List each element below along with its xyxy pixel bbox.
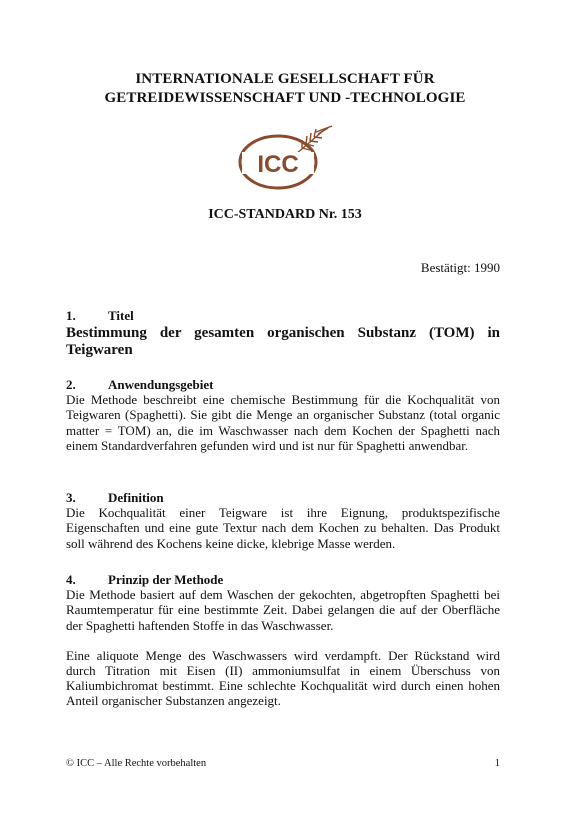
section-4 (66, 572, 500, 709)
method-title: Bestimmung der gesamten organischen Substanz (TOM) in Teigwaren (66, 325, 500, 359)
header-line-2: GETREIDEWISSENSCHAFT UND -TECHNOLOGIE (104, 90, 466, 106)
organization-header (0, 70, 570, 108)
section-number: 4. (66, 572, 76, 587)
section-3 (66, 490, 500, 551)
section-number: 3. (66, 490, 76, 505)
section-2 (66, 377, 500, 453)
section-heading (66, 572, 500, 587)
header-line-1: INTERNATIONALE GESELLSCHAFT FÜR (135, 71, 435, 87)
paragraph: Die Methode basiert auf dem Waschen der gekochten, abgetropften Spaghetti bei Raumtemperatur für eine bestimmte Zeit. Dabei gelangen die auf der Oberfläche der Spaghetti haftenden Stoffe in das Waschwasser. (66, 587, 500, 633)
section-heading (66, 377, 500, 392)
section-heading (66, 490, 500, 505)
section-title: Titel (108, 308, 134, 323)
page-number: 1 (494, 758, 500, 769)
icc-logo (232, 124, 342, 196)
section-title: Prinzip der Methode (108, 572, 224, 587)
section-title: Definition (108, 490, 164, 505)
section-number: 1. (66, 308, 76, 323)
page-footer (66, 758, 500, 769)
section-number: 2. (66, 377, 76, 392)
paragraph: Die Methode beschreibt eine chemische Bestimmung für die Kochqualität von Teigwaren (Spaghetti). Sie gibt die Menge an organischer Substanz (total organic matter = TOM) an, die im Waschwasser nach dem Kochen der Spaghetti nach einem Standardverfahren gefunden wird und ist nur für Spaghetti anwendbar. (66, 392, 500, 453)
section-title: Anwendungsgebiet (108, 377, 214, 392)
paragraph: Eine aliquote Menge des Waschwassers wird verdampft. Der Rückstand wird durch Titration mit Eisen (II) ammoniumsulfat in einem Überschuss von Kaliumbichromat bestimmt. Eine schlechte Kochqualität wird durch einen hohen Anteil organischer Substanzen angezeigt. (66, 647, 500, 709)
confirmed-date: Bestätigt: 1990 (420, 260, 500, 275)
logo-text: ICC (257, 151, 299, 178)
section-1 (66, 308, 500, 359)
paragraph: Die Kochqualität einer Teigware ist ihre Eignung, produktspezifische Eigenschaften und eine gute Textur nach dem Kochen zu behalten. Das Produkt soll während des Kochens keine dicke, klebrige Masse werden. (66, 505, 500, 551)
section-heading (66, 308, 500, 323)
standard-title: ICC-STANDARD Nr. 153 (208, 207, 362, 222)
copyright-notice: © ICC – Alle Rechte vorbehalten (66, 758, 207, 769)
